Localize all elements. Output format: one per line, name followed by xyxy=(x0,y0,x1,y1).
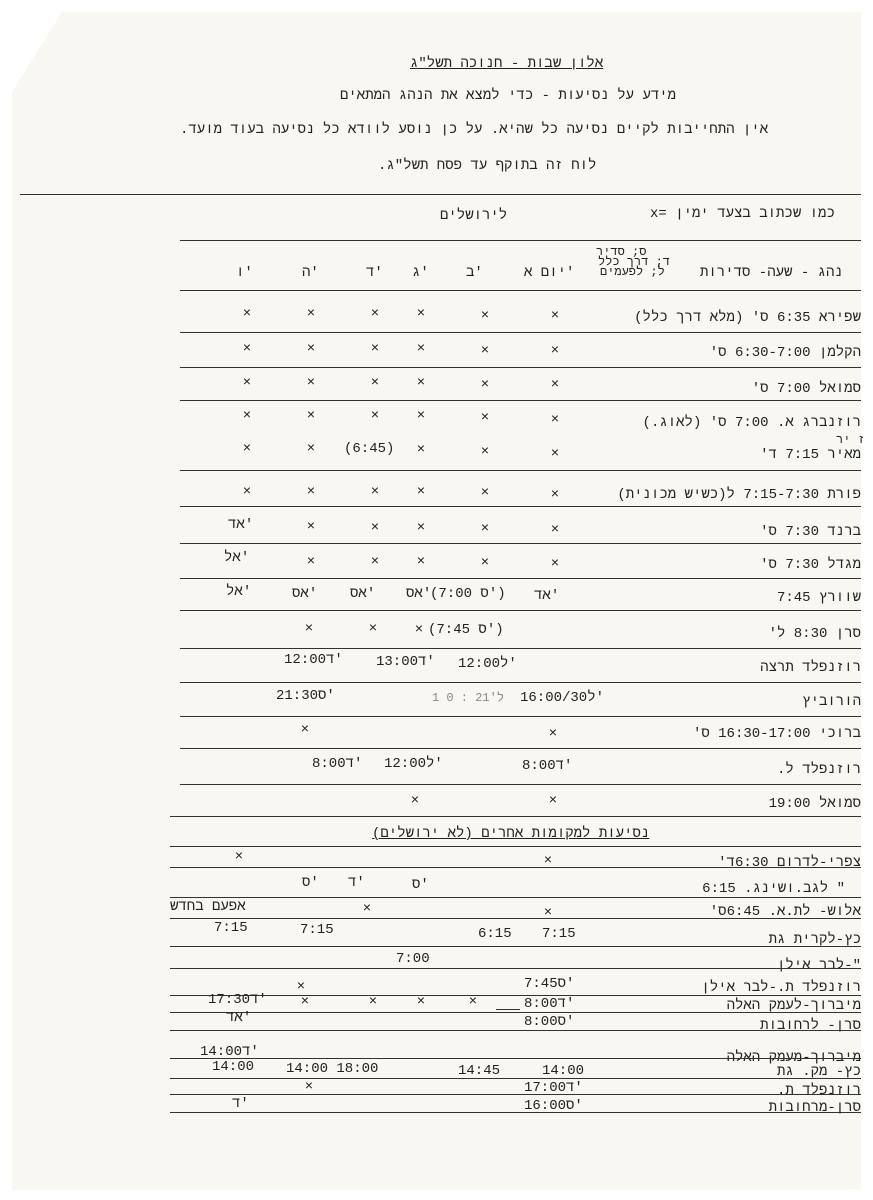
other-note-m800: 8:00ד' xyxy=(524,996,575,1012)
header-day-c: ג' xyxy=(412,265,429,281)
x-mark: × xyxy=(480,521,490,537)
x-mark: × xyxy=(306,408,316,424)
other-note-s-ad: אד' xyxy=(226,1010,252,1026)
note-as: אס' xyxy=(292,586,318,602)
other-note-s1: ס' xyxy=(412,877,429,893)
rule xyxy=(180,290,861,291)
rule xyxy=(180,682,861,683)
other-note-s2: ס' xyxy=(302,875,319,891)
x-mark: × xyxy=(550,377,560,393)
other-row: רוזנפלד ת.-לבר אילן xyxy=(701,980,861,996)
row-label: הורוביץ xyxy=(802,694,861,710)
x-mark: × xyxy=(370,375,380,391)
row-label: מאיר 7:15 ד' xyxy=(760,447,861,463)
note-ze-ir: ז יר xyxy=(836,433,865,447)
note-al: אל' xyxy=(226,584,252,600)
header-day-b: ב' xyxy=(466,265,483,281)
other-row: רוזנפלד ת. xyxy=(776,1083,861,1099)
page-title: אלון שבות - חנוכה תשל"ג xyxy=(410,56,604,72)
other-destinations-title: נסיעות למקומות אחרים (לא ירושלים) xyxy=(372,826,650,842)
x-mark: × xyxy=(300,722,310,738)
row-label: ברוכי 16:30-17:00 ס' xyxy=(692,726,861,742)
x-mark: × xyxy=(416,994,426,1010)
x-mark: × xyxy=(306,341,316,357)
x-mark: × xyxy=(550,556,560,572)
x-mark: × xyxy=(550,412,560,428)
x-mark: × xyxy=(480,410,490,426)
rule xyxy=(170,867,861,868)
x-mark: × xyxy=(306,484,316,500)
x-mark: × xyxy=(304,1079,314,1095)
row-label: שוורץ 7:45 xyxy=(776,590,861,606)
other-note-s-d: ד' xyxy=(232,1096,249,1112)
note-0800d: 8:00ד' xyxy=(522,758,573,774)
rule xyxy=(180,506,861,507)
x-mark: × xyxy=(306,554,316,570)
row-label: רוזנפלד תרצה xyxy=(760,660,861,676)
x-mark: × xyxy=(548,726,558,742)
x-mark: × xyxy=(362,901,372,917)
x-mark: × xyxy=(416,341,426,357)
x-mark: × xyxy=(370,306,380,322)
x-mark: × xyxy=(416,520,426,536)
other-note-kg-715: 7:15 xyxy=(542,926,576,942)
header-day-a: יום א' xyxy=(524,265,575,281)
rule xyxy=(170,1094,861,1095)
rule xyxy=(180,610,861,611)
other-row: כץ-לקרית גת xyxy=(768,932,861,948)
row-label: שפירא 6:35 ס' (מלא דרך כלל) xyxy=(634,310,861,326)
x-mark: × xyxy=(370,484,380,500)
other-note-bi-700: 7:00 xyxy=(396,951,430,967)
x-mark: × xyxy=(550,308,560,324)
note-ad: אד' xyxy=(228,517,254,533)
rule xyxy=(180,784,861,785)
header-day-f: ו' xyxy=(236,265,253,281)
other-row: מיברוך-מעמק האלה xyxy=(726,1050,861,1066)
other-note-kg-715: 7:15 xyxy=(300,922,334,938)
note-1200l2: 12:00ל' xyxy=(384,756,443,772)
header-col-s: ס; סדיר xyxy=(596,245,647,259)
x-mark: × xyxy=(304,621,314,637)
x-mark: × xyxy=(370,341,380,357)
x-mark: × xyxy=(370,408,380,424)
x-mark: × xyxy=(543,905,553,921)
x-mark: × xyxy=(416,484,426,500)
rule xyxy=(170,1112,861,1113)
x-mark: × xyxy=(480,444,490,460)
note-1600l: 16:00/30ל' xyxy=(520,690,605,706)
note-1200l: 12:00ל' xyxy=(458,656,517,672)
other-row: מיברוך-לעמק האלה xyxy=(726,998,861,1014)
x-mark: × xyxy=(242,375,252,391)
rule xyxy=(496,1009,520,1010)
rule xyxy=(180,367,861,368)
other-note-s800: 8:00ס' xyxy=(524,1014,575,1030)
other-note-k1400: 14:00 xyxy=(212,1059,255,1075)
row-label: ברנד 7:30 ס' xyxy=(760,524,861,540)
note-al: אל' xyxy=(224,550,250,566)
rule xyxy=(170,846,861,847)
x-mark: × xyxy=(416,408,426,424)
x-mark: × xyxy=(410,793,420,809)
other-note-twice: אפעם בחדש xyxy=(170,899,246,915)
rule xyxy=(180,578,861,579)
other-row: כץ- מק. גת xyxy=(776,1064,861,1080)
row-label: הקלמן 6:30-7:00 ס' xyxy=(709,345,861,361)
x-mark: × xyxy=(306,306,316,322)
note-1200d: 12:00ד' xyxy=(284,652,343,668)
note-garble: ל'21 : 0 1 xyxy=(432,691,505,705)
x-mark: × xyxy=(242,306,252,322)
x-mark: × xyxy=(306,375,316,391)
x-mark: × xyxy=(242,408,252,424)
rule xyxy=(20,194,861,195)
other-row: אלוש- לת.א. 6:45ס' xyxy=(709,904,861,920)
x-mark: × xyxy=(414,622,424,638)
note-645: (6:45) xyxy=(344,441,395,457)
x-mark: × xyxy=(370,520,380,536)
x-mark: × xyxy=(368,994,378,1010)
header-col-l: ל; לפעמים xyxy=(600,265,665,279)
x-mark: × xyxy=(550,522,560,538)
x-mark: × xyxy=(480,377,490,393)
other-note-k1400-1800: 14:00 18:00 xyxy=(286,1061,379,1077)
rule xyxy=(170,1012,861,1013)
rule xyxy=(170,968,861,969)
header-day-e: ה' xyxy=(302,265,319,281)
rule xyxy=(170,946,861,947)
rule xyxy=(170,995,861,996)
row-label: סמואל 19:00 xyxy=(768,796,861,812)
other-row: סרן-מרחובות xyxy=(768,1100,861,1116)
header-day-d: ד' xyxy=(366,265,383,281)
row-label: סמואל 7:00 ס' xyxy=(751,381,861,397)
x-mark: × xyxy=(550,446,560,462)
rule xyxy=(180,543,861,544)
x-mark: × xyxy=(296,979,306,995)
x-mark: × xyxy=(480,555,490,571)
row-label: רוזנפלד ל. xyxy=(776,762,861,778)
other-note-k1400: 14:00 xyxy=(542,1063,585,1079)
x-mark: × xyxy=(242,484,252,500)
x-mark: × xyxy=(370,554,380,570)
destination-heading: לירושלים xyxy=(440,208,508,224)
note-sarn-745: (7:45 ס') xyxy=(428,622,504,638)
other-note-m1730: 17:30ד' xyxy=(208,992,267,1008)
x-mark: × xyxy=(416,306,426,322)
x-mark: × xyxy=(550,487,560,503)
x-mark: × xyxy=(480,485,490,501)
other-row: סרן- לרחובות xyxy=(760,1018,861,1034)
intro-line-1: מידע על נסיעות - כדי למצא את הנהג המתאים xyxy=(340,88,677,104)
rule xyxy=(170,1078,861,1079)
rule xyxy=(180,240,861,241)
other-row: צפרי-לדרום 6:30ד' xyxy=(718,855,861,871)
rule xyxy=(180,470,861,471)
note-2130s: 21:30ס' xyxy=(276,688,335,704)
other-note-r745: 7:45ס' xyxy=(524,976,575,992)
note-ad: אד' xyxy=(534,588,560,604)
x-mark: × xyxy=(550,343,560,359)
x-mark: × xyxy=(242,341,252,357)
intro-line-3: לוח זה בתוקף עד פסח תשל"ג. xyxy=(378,158,597,174)
note-shwartz-700: (7:00 ס') xyxy=(430,586,506,602)
rule xyxy=(180,716,861,717)
row-label: סרן 8:30 ל' xyxy=(768,626,861,642)
note-0800d2: 8:00ד' xyxy=(312,756,363,772)
rule xyxy=(170,918,861,919)
x-mark: × xyxy=(306,441,316,457)
x-mark: × xyxy=(416,554,426,570)
other-note-m1400: 14:00ד' xyxy=(200,1044,259,1060)
x-mark: × xyxy=(300,994,310,1010)
header-col-d: ד; דרך כלל xyxy=(598,255,671,269)
x-mark: × xyxy=(368,621,378,637)
other-note-kg-715: 7:15 xyxy=(214,920,248,936)
note-as: אס' xyxy=(350,586,376,602)
legend: x= כמו שכתוב בצעד ימין xyxy=(650,206,835,222)
row-label: פורת 7:15-7:30 ל(כשיש מכונית) xyxy=(617,487,861,503)
rule xyxy=(170,1030,861,1031)
row-label: מגדל 7:30 ס' xyxy=(760,557,861,573)
x-mark: × xyxy=(543,853,553,869)
other-note-kg-615: 6:15 xyxy=(478,926,512,942)
other-note-d1: ד' xyxy=(348,875,365,891)
x-mark: × xyxy=(234,849,244,865)
other-row: " לגב.ושינג. 6:15 xyxy=(702,881,845,897)
rule xyxy=(170,897,861,898)
note-as: אס' xyxy=(406,586,432,602)
rule xyxy=(180,748,861,749)
rule xyxy=(180,332,861,333)
rule xyxy=(180,400,861,401)
other-note-s1600: 16:00ס' xyxy=(524,1098,583,1114)
other-row: "-לבר אילן xyxy=(776,958,861,974)
x-mark: × xyxy=(480,308,490,324)
other-note-k1445: 14:45 xyxy=(458,1063,501,1079)
rule xyxy=(170,816,861,817)
x-mark: × xyxy=(548,793,558,809)
x-mark: × xyxy=(416,375,426,391)
x-mark: × xyxy=(306,519,316,535)
row-label: רוזנברג א. 7:00 ס' (לאוג.) xyxy=(642,415,861,431)
x-mark: × xyxy=(416,442,426,458)
x-mark: × xyxy=(468,994,478,1010)
rule xyxy=(170,1058,861,1059)
other-note-r1700: 17:00ד' xyxy=(524,1080,583,1096)
header-driver: נהג - שעה- סדירות xyxy=(700,265,843,281)
note-1300d: 13:00ד' xyxy=(376,654,435,670)
x-mark: × xyxy=(242,441,252,457)
x-mark: × xyxy=(480,343,490,359)
intro-line-2: אין התחייבות לקיים נסיעה כל שהיא. על כן נוסע לוודא כל נסיעה בעוד מועד. xyxy=(180,122,769,138)
rule xyxy=(180,648,861,649)
